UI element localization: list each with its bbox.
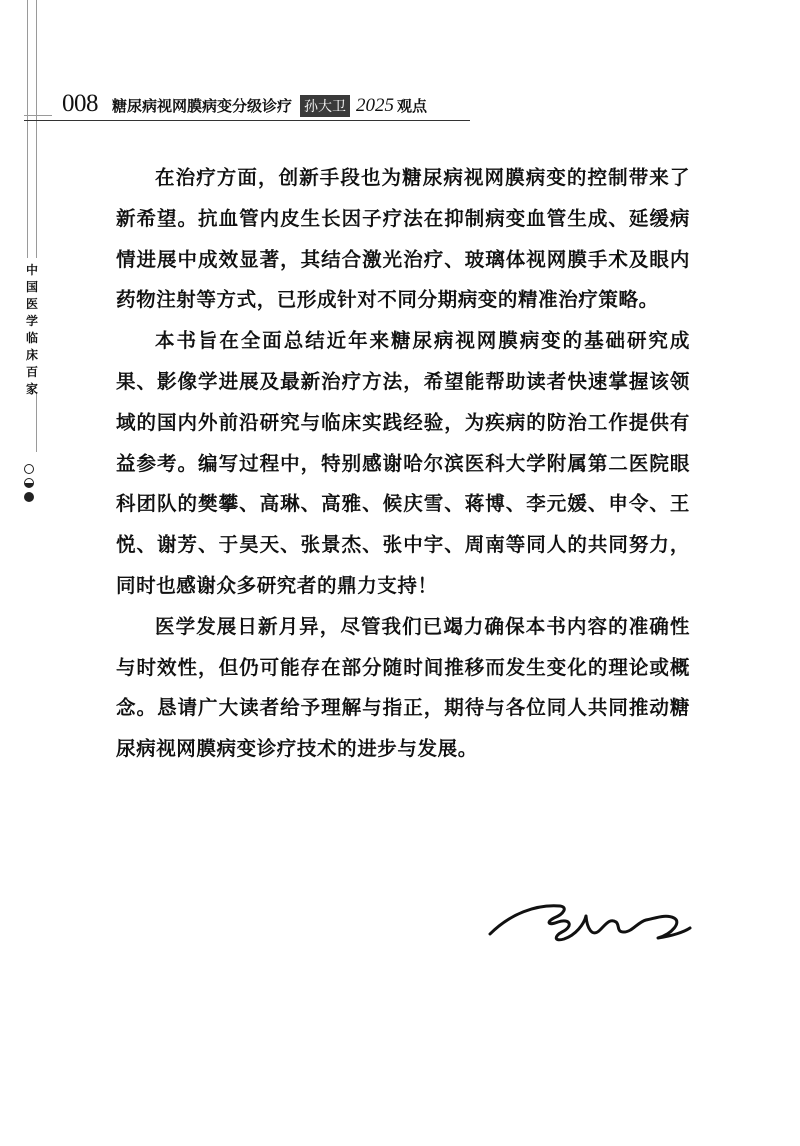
series-suffix: 观点 (397, 97, 428, 115)
handwritten-signature (488, 892, 693, 952)
series-vertical-label (24, 262, 40, 398)
series-char: 医 (25, 297, 38, 311)
paragraph: 医学发展日新月异，尽管我们已竭力确保本书内容的准确性与时效性，但仍可能存在部分随时间推移而发生变化的理论或概念。恳请广大读者给予理解与指正，期待与各位同人共同推动糖尿病视网膜病变诊疗技术的进步与发展。 (116, 614, 690, 761)
page-number: 008 (62, 90, 98, 117)
binding-line-lower (36, 392, 37, 452)
series-char: 家 (25, 382, 38, 396)
series-char: 百 (25, 365, 38, 379)
author-badge: 孙大卫 (300, 95, 350, 117)
series-char: 学 (25, 314, 38, 328)
header-tick-line (24, 115, 52, 116)
circle-empty-icon (24, 464, 34, 474)
paragraph: 本书旨在全面总结近年来糖尿病视网膜病变的基础研究成果、影像学进展及最新治疗方法，希望能帮助读者快速掌握该领域的国内外前沿研究与临床实践经验，为疾病的防治工作提供有益参考。编写过程中，特别感谢哈尔滨医科大学附属第二医院眼科团队的樊攀、高琳、高雅、候庆雪、蒋博、李元媛、申令、王悦、谢芳、于昊天、张景杰、张中宇、周南等同人的共同努力，同时也感谢众多研究者的鼎力支持！ (116, 329, 690, 597)
series-char: 中 (25, 263, 38, 277)
series-char: 床 (25, 348, 38, 362)
running-title: 糖尿病视网膜病变分级诊疗 (112, 97, 293, 115)
circle-filled-icon (24, 492, 34, 502)
circle-half-icon (24, 478, 34, 488)
header-rule (24, 120, 470, 121)
series-char: 国 (25, 280, 38, 294)
year: 2025 (356, 95, 395, 116)
paragraph: 在治疗方面，创新手段也为糖尿病视网膜病变的控制带来了新希望。抗血管内皮生长因子疗法在抑制病变血管生成、延缓病情进展中成效显著，其结合激光治疗、玻璃体视网膜手术及眼内药物注射等方式，已形成针对不同分期病变的精准治疗策略。 (116, 166, 690, 312)
running-header (62, 90, 427, 120)
body-text (116, 158, 690, 770)
binding-line-inner (36, 0, 37, 258)
binding-line-outer (27, 0, 28, 258)
series-char: 临 (25, 331, 38, 345)
series-dots (24, 464, 36, 506)
